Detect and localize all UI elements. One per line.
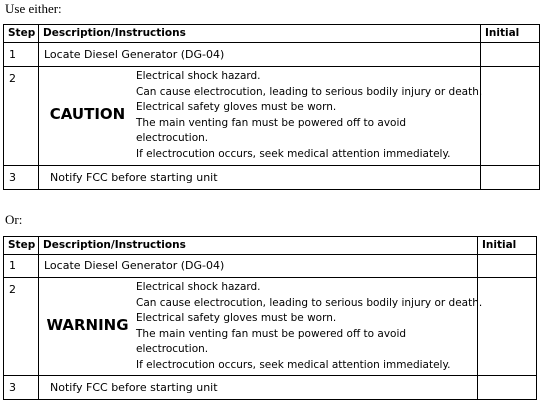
hazard-line: If electrocution occurs, seek medical attention immediately.	[136, 147, 451, 160]
step-text: Locate Diesel Generator (DG-04)	[39, 43, 481, 67]
header-step: Step	[4, 25, 39, 43]
header-description: Description/Instructions	[39, 25, 481, 43]
hazard-block	[39, 67, 483, 163]
hazard-cell	[39, 278, 483, 376]
hazard-cell	[39, 67, 481, 166]
initial-cell[interactable]	[478, 255, 537, 278]
initial-cell[interactable]	[481, 67, 540, 166]
table-row	[4, 376, 537, 400]
initial-cell[interactable]	[478, 376, 537, 400]
table-row	[4, 43, 540, 67]
procedure-table-caution	[3, 24, 540, 190]
hazard-line: If electrocution occurs, seek medical attention immediately.	[136, 358, 451, 371]
hazard-line: Electrical safety gloves must be worn.	[136, 101, 337, 113]
hazard-line: The main venting fan must be powered off to avoid electrocution.	[136, 327, 407, 355]
step-number: 2	[4, 278, 39, 376]
table-row	[4, 166, 540, 190]
hazard-line: Electrical shock hazard.	[136, 281, 261, 293]
intro-or: Or:	[5, 212, 23, 227]
step-text: Notify FCC before starting unit	[39, 376, 478, 400]
hazard-lines	[136, 278, 482, 374]
hazard-line: The main venting fan must be powered off to avoid electrocution.	[136, 116, 407, 144]
table-header-row	[4, 25, 540, 43]
header-step: Step	[4, 237, 39, 255]
header-description: Description/Instructions	[39, 237, 478, 255]
header-initial: Initial	[481, 25, 540, 43]
step-number: 3	[4, 376, 39, 400]
hazard-line: Can cause electrocution, leading to serious bodily injury or death.	[136, 296, 483, 309]
table-row	[4, 255, 537, 278]
step-text: Locate Diesel Generator (DG-04)	[39, 255, 478, 278]
hazard-line: Electrical shock hazard.	[136, 70, 261, 82]
caution-signal-word: CAUTION	[49, 105, 126, 124]
hazard-line: Electrical safety gloves must be worn.	[136, 312, 337, 324]
step-number: 1	[4, 255, 39, 278]
procedure-table-warning	[3, 236, 537, 400]
step-number: 2	[4, 67, 39, 166]
initial-cell[interactable]	[478, 278, 537, 376]
table-row	[4, 67, 540, 166]
step-number: 1	[4, 43, 39, 67]
warning-signal-word: WARNING	[46, 316, 129, 335]
table-row	[4, 278, 537, 376]
hazard-block	[39, 278, 483, 374]
hazard-lines	[136, 67, 482, 163]
hazard-line: Can cause electrocution, leading to serious bodily injury or death.	[136, 85, 483, 98]
step-number: 3	[4, 166, 39, 190]
initial-cell[interactable]	[481, 43, 540, 67]
intro-use-either: Use either:	[5, 1, 62, 16]
initial-cell[interactable]	[481, 166, 540, 190]
table-header-row	[4, 237, 537, 255]
step-text: Notify FCC before starting unit	[39, 166, 481, 190]
header-initial: Initial	[478, 237, 537, 255]
